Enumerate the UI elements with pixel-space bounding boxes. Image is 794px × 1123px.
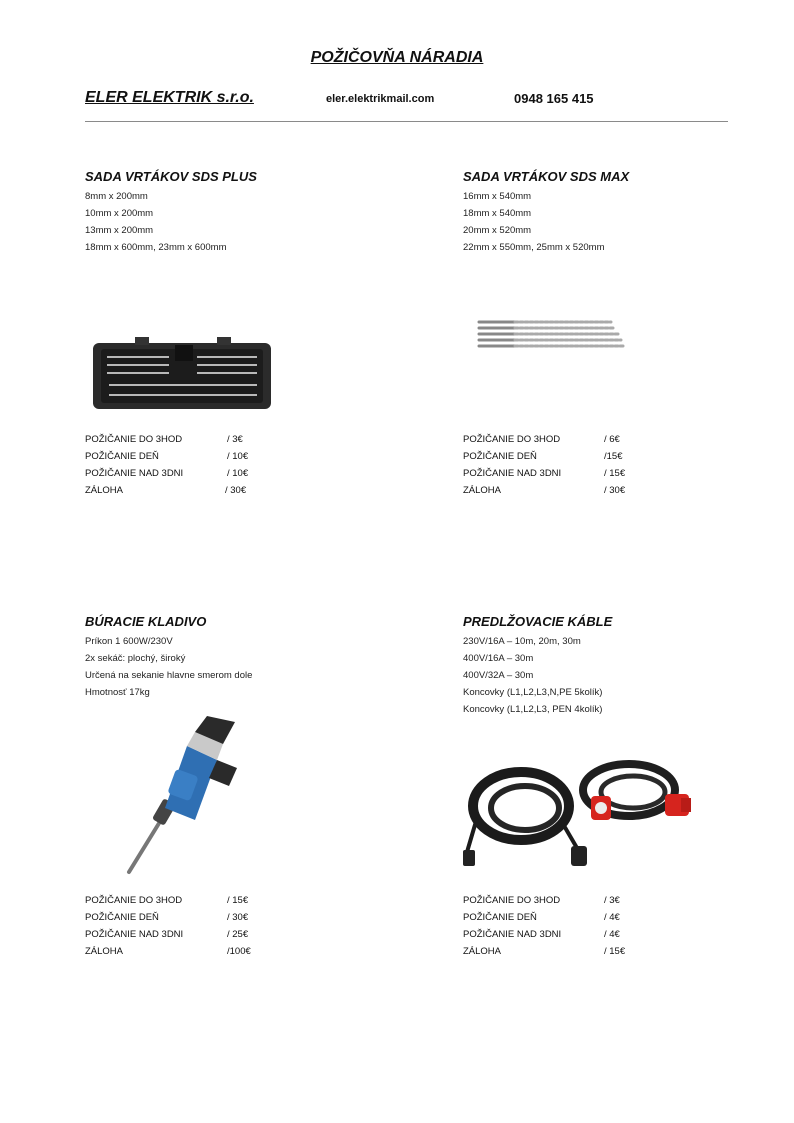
price-row: [85, 482, 345, 499]
price-value: / 3€: [227, 434, 243, 445]
price-value: / 15€: [227, 895, 249, 906]
price-label: POŽIČANIE NAD 3DNI: [463, 468, 562, 479]
price-row: [463, 448, 723, 465]
price-label: POŽIČANIE NAD 3DNI: [85, 929, 184, 940]
price-label: POŽIČANIE DO 3HOD: [463, 434, 561, 445]
price-value: / 6€: [604, 434, 620, 445]
spec-line: 2x sekáč: plochý, široký: [85, 653, 186, 664]
price-value: / 4€: [604, 912, 620, 923]
price-value: / 15€: [604, 468, 626, 479]
section-sds-plus: [85, 169, 385, 509]
section-heading: SADA VRTÁKOV SDS MAX: [463, 169, 630, 184]
price-row: [463, 892, 723, 909]
price-label: ZÁLOHA: [463, 485, 502, 496]
price-label: POŽIČANIE DO 3HOD: [463, 895, 561, 906]
spec-line: 400V/16A – 30m: [463, 653, 534, 664]
price-value: /100€: [227, 946, 251, 957]
price-list: [85, 892, 345, 960]
company-email: eler.elektrikmail.com: [326, 93, 435, 105]
section-heading: PREDLŽOVACIE KÁBLE: [463, 614, 613, 629]
price-value: / 30€: [227, 912, 249, 923]
price-value: /15€: [604, 451, 623, 462]
section-extension-cables: [463, 614, 763, 964]
spec-line: 22mm x 550mm, 25mm x 520mm: [463, 242, 605, 253]
price-label: POŽIČANIE NAD 3DNI: [463, 929, 562, 940]
price-row: [85, 909, 345, 926]
price-value: / 4€: [604, 929, 620, 940]
price-label: POŽIČANIE DO 3HOD: [85, 895, 183, 906]
spec-line: 13mm x 200mm: [85, 225, 154, 236]
drill-bit-case-image: [87, 335, 277, 413]
price-value: / 30€: [225, 485, 247, 496]
spec-line: Koncovky (L1,L2,L3,N,PE 5kolík): [463, 687, 603, 698]
price-row: [463, 482, 723, 499]
section-sds-max: [463, 169, 763, 509]
price-label: ZÁLOHA: [85, 485, 124, 496]
spec-line: 8mm x 200mm: [85, 191, 148, 202]
section-demolition-hammer: [85, 614, 385, 964]
price-label: ZÁLOHA: [463, 946, 502, 957]
price-list: [463, 431, 723, 499]
page-title: POŽIČOVŇA NÁRADIA: [310, 49, 484, 66]
section-heading: SADA VRTÁKOV SDS PLUS: [85, 169, 257, 184]
company-phone: 0948 165 415: [514, 91, 594, 106]
price-list: [85, 431, 345, 499]
drill-bits-image: [475, 317, 631, 353]
price-label: POŽIČANIE DEŇ: [463, 451, 537, 462]
price-row: [85, 943, 345, 960]
price-row: [85, 926, 345, 943]
price-row: [85, 431, 345, 448]
header-divider: [85, 121, 728, 122]
spec-line: Koncovky (L1,L2,L3, PEN 4kolík): [463, 704, 603, 715]
price-row: [463, 431, 723, 448]
price-row: [463, 909, 723, 926]
spec-line: 400V/32A – 30m: [463, 670, 534, 681]
section-heading: BÚRACIE KLADIVO: [85, 614, 207, 629]
price-row: [85, 892, 345, 909]
price-list: [463, 892, 723, 960]
price-row: [463, 926, 723, 943]
price-value: / 3€: [604, 895, 620, 906]
price-value: / 30€: [604, 485, 626, 496]
spec-line: 20mm x 520mm: [463, 225, 532, 236]
spec-line: Hmotnosť 17kg: [85, 687, 150, 698]
price-label: POŽIČANIE DEŇ: [85, 912, 159, 923]
price-row: [463, 943, 723, 960]
price-label: POŽIČANIE DEŇ: [85, 451, 159, 462]
spec-line: 230V/16A – 10m, 20m, 30m: [463, 636, 581, 647]
spec-line: Určená na sekanie hlavne smerom dole: [85, 670, 253, 681]
price-value: / 10€: [227, 468, 249, 479]
price-row: [85, 465, 345, 482]
price-value: / 25€: [227, 929, 249, 940]
spec-line: 10mm x 200mm: [85, 208, 154, 219]
price-label: POŽIČANIE NAD 3DNI: [85, 468, 184, 479]
spec-line: 18mm x 540mm: [463, 208, 532, 219]
spec-line: Príkon 1 600W/230V: [85, 636, 173, 647]
price-label: POŽIČANIE DO 3HOD: [85, 434, 183, 445]
price-label: ZÁLOHA: [85, 946, 124, 957]
price-value: / 10€: [227, 451, 249, 462]
price-row: [463, 465, 723, 482]
company-name: ELER ELEKTRIK s.r.o.: [85, 89, 254, 106]
spec-line: 18mm x 600mm, 23mm x 600mm: [85, 242, 227, 253]
price-label: POŽIČANIE DEŇ: [463, 912, 537, 923]
price-value: / 15€: [604, 946, 626, 957]
price-row: [85, 448, 345, 465]
spec-line: 16mm x 540mm: [463, 191, 532, 202]
extension-cables-image: [463, 756, 695, 872]
demolition-hammer-image: [125, 716, 245, 876]
